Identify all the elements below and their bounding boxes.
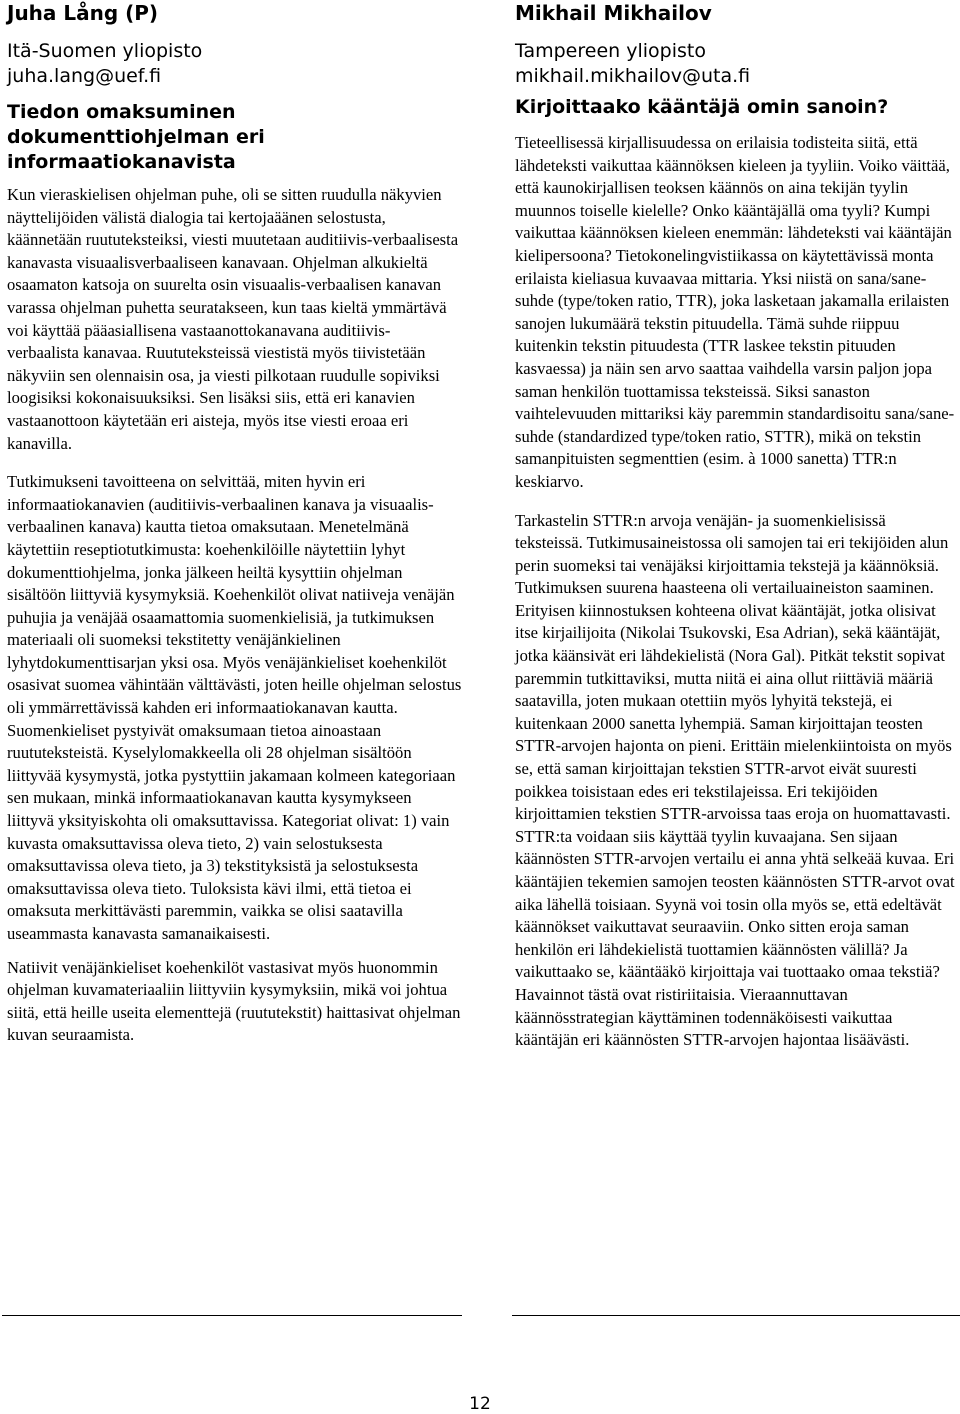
- abstract-paragraph: Kun vieraskielisen ohjelman puhe, oli se sitten ruudulla näkyvien näyttelijöiden välistä dialogia tai kertojaäänen selostusta, käännetään ruututeksteiksi, viesti muutetaan auditiivis-verbaalisesta kanavasta visuaalisverbaaliseen kanavaan. Ohjelman alkukieltä osaamaton katsoja on suurelta osin visuaalis-verbaalisen kanavan varassa ohjelman puhetta seuratakseen, kun taas kieltä ymmärtävä voi käyttää pääasiallisena vastaanottokanavana auditiivis-verbaalista kanavaa. Ruututeksteissä viestistä myös tiivistetään näkyviin sen olennaisin osa, ja viesti pilkotaan ruudulle sopiviksi loogisiksi kokonaisuuksiksi. Sen lisäksi siis, että eri kanavien vastaanottoon käytetään eri aisteja, myös itse viesti eroaa eri kanavilla.: [7, 185, 459, 453]
- right-column: [515, 0, 955, 1052]
- footer-rule: [512, 1315, 960, 1316]
- author-name: Mikhail Mikhailov: [515, 1, 712, 25]
- footer-rule: [2, 1315, 462, 1316]
- abstract-paragraph: Tarkastelin STTR:n arvoja venäjän- ja suomenkielisissä teksteissä. Tutkimusaineistossa oli samojen tai eri tekijöiden alun perin suomeksi tai venäjäksi kirjoittamia tekstejä ja käännöksiä. Tutkimuksen suurena haasteena oli vertailuaineiston saaminen. Erityisen kiinnostuksen kohteena olivat kääntäjät, jotka olisivat itse kirjailijoita (Nikolai Tsukovski, Esa Adrian), sekä kääntäjät, jotka käänsivät eri lähdekielistä (Nora Gal). Pitkät tekstit sopivat paremmin tutkittaviksi, mutta niitä ei aina ollut riittäviä määriä saatavilla, joten mukaan otettiin myös lyhyitä tekstejä, ei kuitenkaan 2000 sanetta lyhempiä. Saman kirjoittajan teosten STTR-arvojen hajonta on pieni. Erittäin mielenkiintoista on myös se, että saman kirjoittajan tekstien STTR-arvot eivät suuresti poikkea toisistaan edes eri tekstilajeissa. Eri tekijöiden kirjoittamien tekstien STTR-arvoissa taas eroja on huomattavasti. STTR:ta voidaan siis käyttää tyylin kuvaajana. Sen sijaan käännösten STTR-arvojen vertailu ei anna yhtä selkeää kuvaa. Eri kääntäjien tekemien samojen teosten käännösten STTR-arvot ovat aika lähellä toisiaan. Syynä voi tosin olla myös se, että edeltävät käännökset vaikuttavat seuraaviin. Onko sitten eroja saman henkilön eri lähdekielistä tuottamien käännösten välillä? Ja vaikuttaako se, kääntääkö kirjoittaja vai tuottaako omaa tekstiä? Havainnot tästä ovat ristiriitaisia. Vieraannuttavan käännösstrategian käyttäminen todennäköisesti vaikuttaa kääntäjän eri käännösten STTR-arvojen hajontaa lisäävästi.: [515, 510, 955, 1050]
- abstract-paragraph: Tutkimukseni tavoitteena on selvittää, miten hyvin eri informaatiokanavien (auditiivis-verbaalinen kanava ja visuaalis-verbaalinen kanava) kautta tietoa omaksutaan. Menetelmänä käytettiin reseptiotutkimusta: koehenkilöille näytettiin lyhyt dokumenttiohjelma, jonka jälkeen heiltä kysyttiin ohjelman sisältöön liittyviä kysymyksiä. Koehenkilöt olivat natiiveja venäjän puhujia ja venäjää osaamattomia suomenkielisiä, ja tutkimuksen materiaali oli suomeksi tekstitetty venäjänkielinen lyhytdokumenttisarjan yksi osa. Myös venäjänkieliset koehenkilöt osasivat suomea vähintään välttävästi, joten heille ohjelman selostus oli ymmärrettävissä kahden eri informaatiokanavan kautta. Suomenkieliset pystyivät omaksumaan tietoa ainoastaan ruututeksteistä. Kyselylomakkeella oli 28 ohjelman sisältöön liittyvää kysymystä, jotka pystyttiin jakamaan kolmeen kategoriaan sen mukaan, minkä informaatiokanavan kautta kysymykseen liittyvä yksityiskohta oli omaksuttavissa. Kategoriat olivat: 1) vain kuvasta omaksuttavissa oleva tieto, 2) vain selostuksesta omaksuttavissa oleva tieto, ja 3) tekstityksistä ja selostuksesta omaksuttavissa oleva tieto. Tuloksista kävi ilmi, että tietoa ei omaksuta merkittävästi paremmin, vaikka se olisi saatavilla useammasta kanavasta samanaikaisesti.: [7, 472, 462, 943]
- left-column: [7, 0, 462, 1047]
- author-email: mikhail.mikhailov@uta.fi: [515, 65, 751, 87]
- author-name: Juha Lång (P): [7, 1, 159, 25]
- author-affiliation: Itä-Suomen yliopisto: [7, 40, 203, 62]
- abstract-paragraph: Tieteellisessä kirjallisuudessa on erilaisia todisteita siitä, että lähdeteksti vaikuttaa käännöksen kieleen ja tyyliin. Voiko väittää, että kaunokirjallisen teoksen käännös on aina tekijän tyylin muunnos toiselle kielelle? Onko kääntäjällä oma tyyli? Kumpi vaikuttaa käännöksen kieleen enemmän: lähdeteksti vai kääntäjän kielipersoona? Tietokonelingvistiikassa on käytettävissä monta erilaista kieliasua kuvaavaa mittaria. Yksi niistä on sana/sane-suhde (type/token ratio, TTR), joka lasketaan jakamalla erilaisten sanojen lukumäärä tekstin pituudella. Tämä suhde riippuu kuitenkin tekstin pituudesta (TTR laskee tekstin pituuden kasvaessa) ja näin sen arvo saattaa vaihdella varsin paljon jopa saman henkilön tuottamissa teksteissä. Siksi sanaston vaihtelevuuden mittariksi käy paremmin standardisoitu sana/sane-suhde (standardized type/token ratio, STTR), mikä on tekstin samanpituisten segmenttien (esim. à 1000 sanetta) TTR:n keskiarvo.: [515, 133, 955, 491]
- author-email: juha.lang@uef.fi: [7, 65, 162, 87]
- abstract-title: Kirjoittaako kääntäjä omin sanoin?: [515, 96, 889, 118]
- page-number: 12: [469, 1394, 491, 1414]
- author-affiliation: Tampereen yliopisto: [515, 40, 706, 62]
- abstract-paragraph: Natiivit venäjänkieliset koehenkilöt vastasivat myös huonommin ohjelman kuvamateriaaliin liittyviin kysymyksiin, mikä voi johtua siitä, että heille useita elementtejä (ruututekstit) haittasivat ohjelman kuvan seuraamista.: [7, 957, 461, 1045]
- abstract-title: Tiedon omaksuminen dokumenttiohjelman eri informaatiokanavista: [7, 101, 265, 173]
